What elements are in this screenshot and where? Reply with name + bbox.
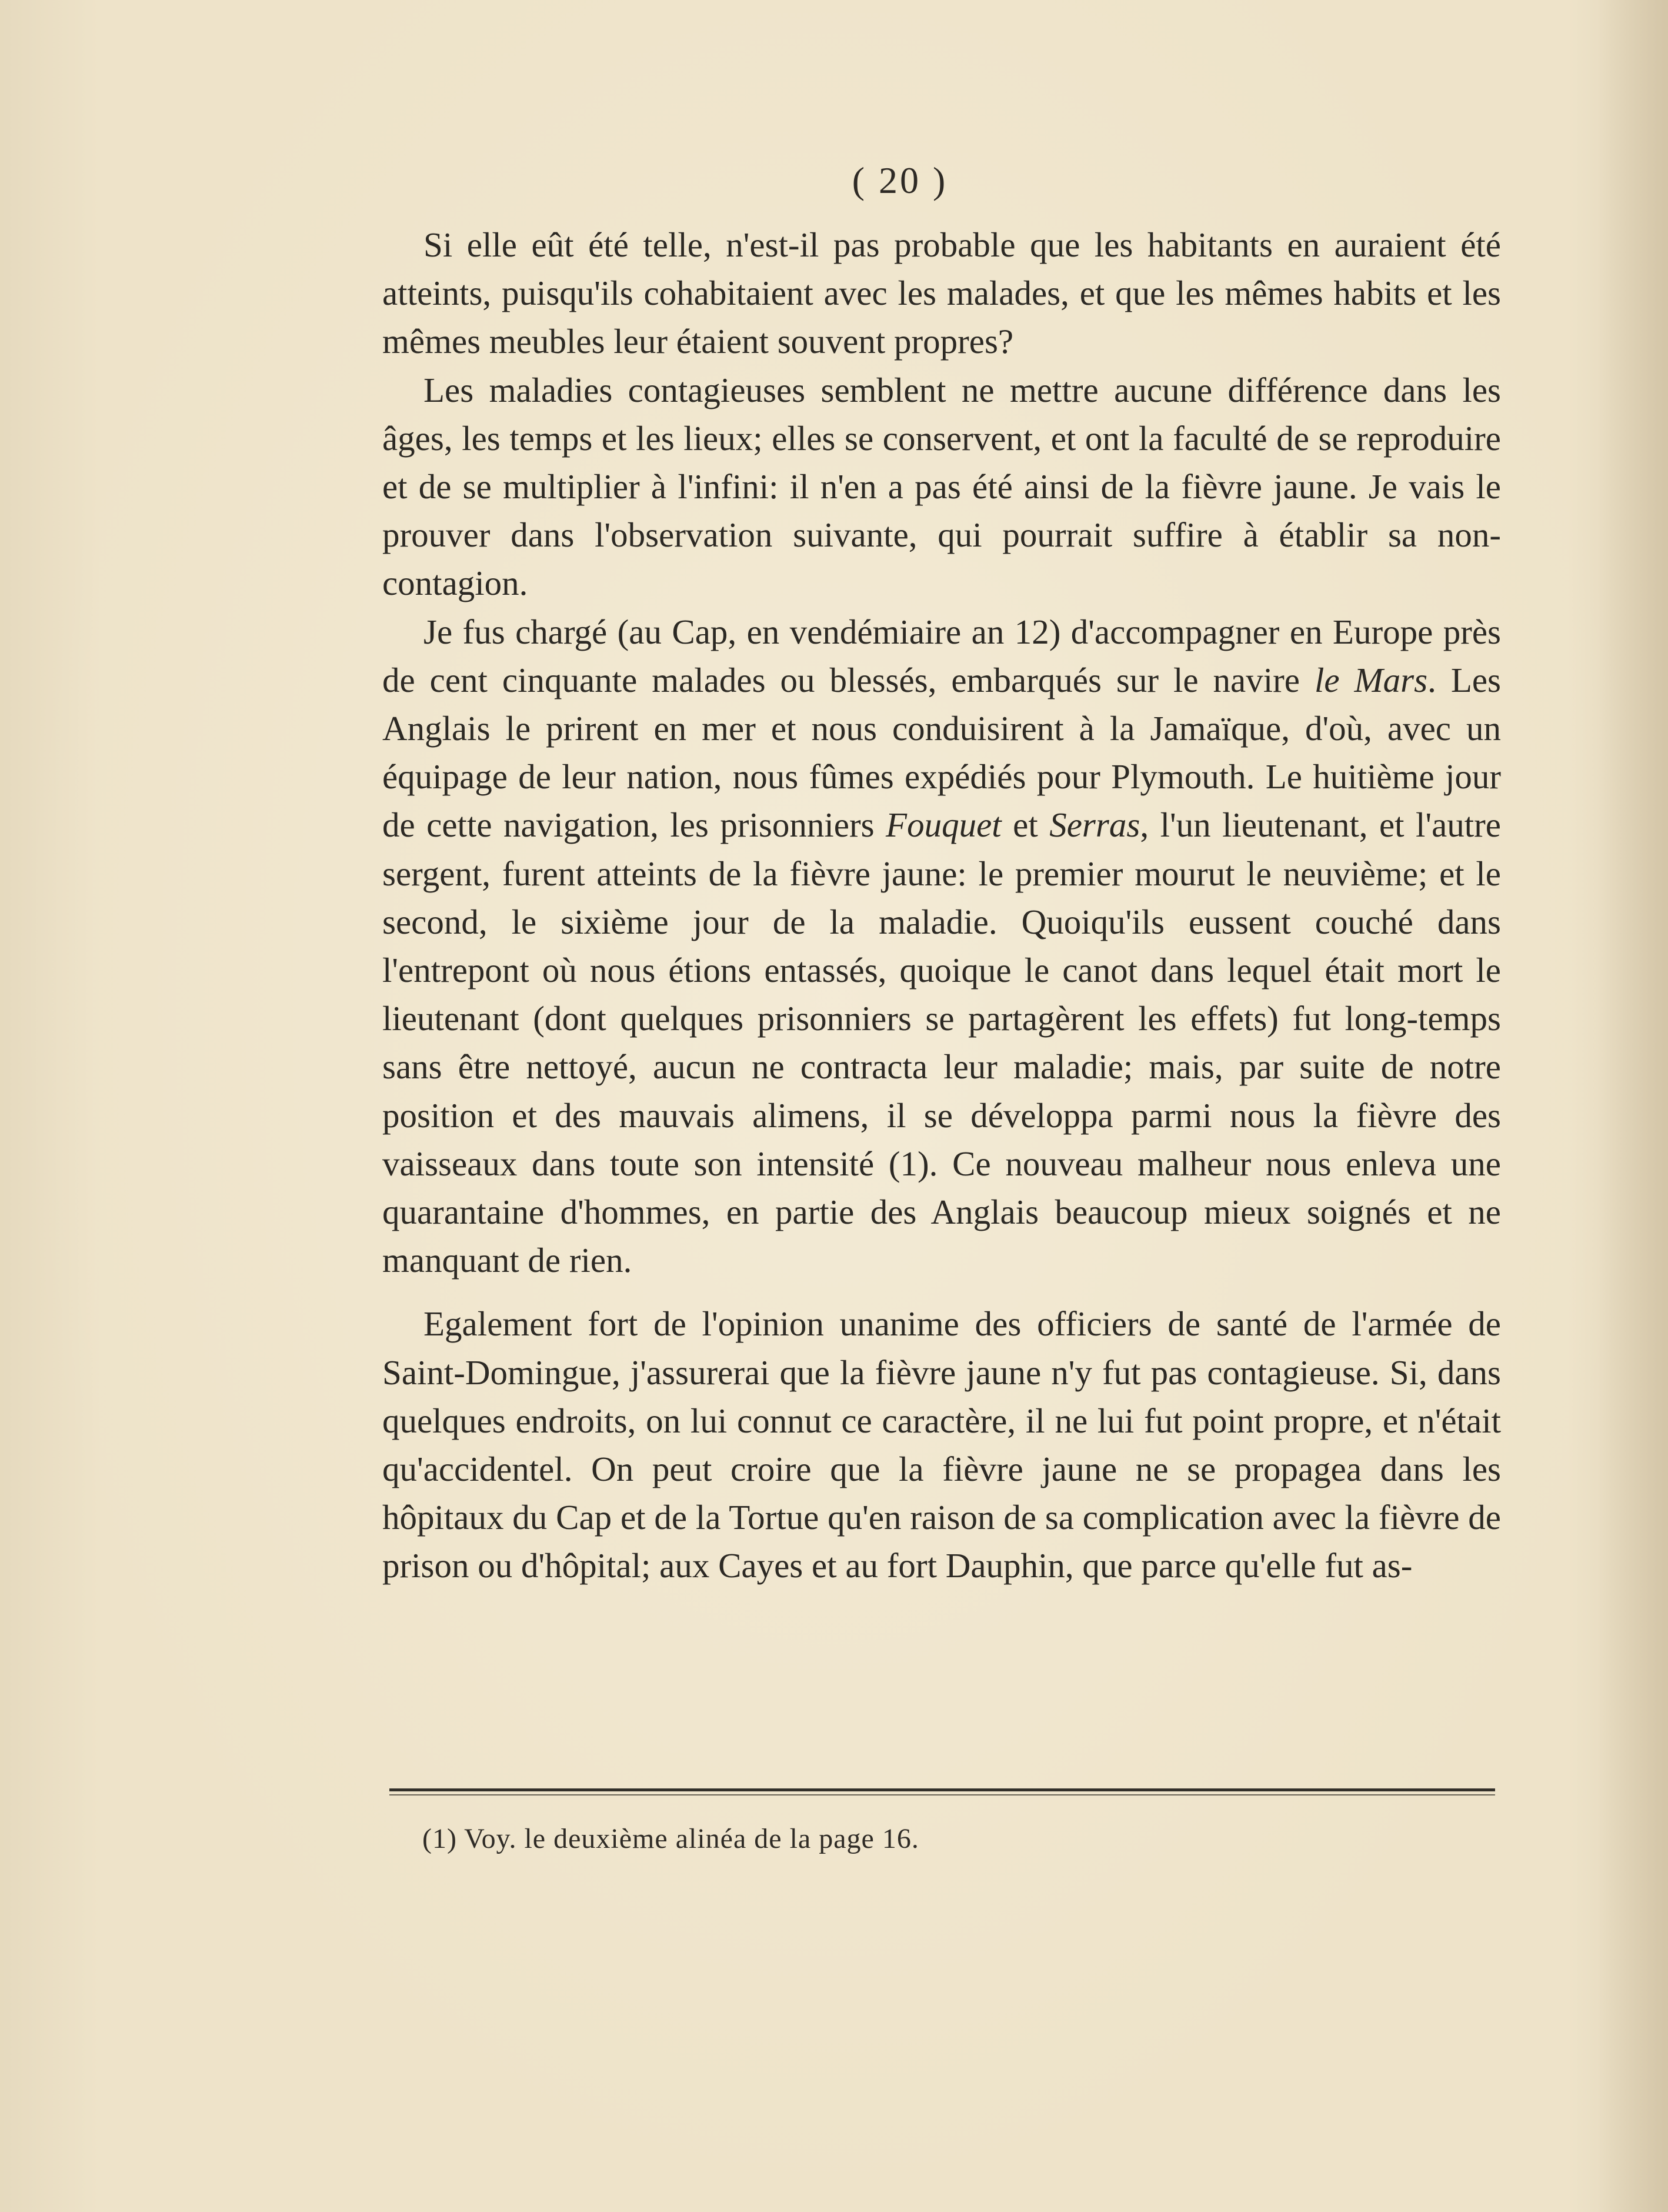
prisoner-name-1: Fouquet	[886, 805, 1002, 845]
page-edge-shadow	[1597, 0, 1668, 2212]
body-text	[382, 221, 1501, 1590]
paragraph-4: Egalement fort de l'opinion unanime des officiers de santé de l'armée de Saint-Domingue, j'assurerai que la fièvre jaune n'y fut pas contagieuse. Si, dans quelques endroits, on lui connut ce caractère, il ne lui fut point propre, et n'était qu'accidentel. On peut croire que la fièvre jaune ne se propagea dans les hôpitaux du Cap et de la Tortue qu'en raison de sa complication avec la fièvre de prison ou d'hôpital; aux Cayes et au fort Dauphin, que parce qu'elle fut as-	[382, 1304, 1501, 1585]
footnote: (1) Voy. le deuxième alinéa de la page 16.	[422, 1823, 919, 1854]
paragraph-3-part-3: , l'un lieutenant, et l'autre sergent, furent atteints de la fièvre jaune: le premier mourut le neuvième; et le second, le sixième jour de la maladie. Quoiqu'ils eussent couché dans l'entrepont où nous étions entassés, quoique le canot dans lequel était mort le lieutenant (dont quelques prisonniers se partagèrent les effets) fut long-temps sans être nettoyé, aucun ne contracta leur maladie; mais, par suite de notre position et des mauvais alimens, il se développa parmi nous la fièvre des vaisseaux dans toute son intensité (1). Ce nouveau malheur nous enleva une quarantaine d'hommes, en partie des Anglais beaucoup mieux soignés et ne manquant de rien.	[382, 805, 1501, 1280]
paragraph-2: Les maladies contagieuses semblent ne mettre aucune différence dans les âges, les temps et les lieux; elles se conservent, et ont la faculté de se reproduire et de se multiplier à l'infini: il n'en a pas été ainsi de la fièvre jaune. Je vais le prouver dans l'observation suivante, qui pourrait suffire à établir sa non-contagion.	[382, 370, 1501, 603]
page-number: ( 20 )	[852, 159, 948, 201]
footnote-divider	[389, 1788, 1495, 1791]
paragraph-3-conjunction: et	[1001, 805, 1050, 845]
paragraph-3-part-1: Je fus chargé (au Cap, en vendémiaire an 12) d'accompagner en Europe près de cent cinquante malades ou blessés, embarqués sur le navire	[382, 612, 1501, 699]
paragraph-3	[382, 608, 1501, 1285]
ship-name: le Mars	[1314, 660, 1428, 699]
prisoner-name-2: Serras	[1049, 805, 1140, 845]
paragraph-3-part-2: . Les Anglais le prirent en mer et nous conduisirent à la Jamaïque, d'où, avec un équipage de leur nation, nous fûmes expédiés pour Plymouth. Le huitième jour de cette navigation, les prisonniers	[382, 660, 1502, 845]
paragraph-1: Si elle eût été telle, n'est-il pas probable que les habitants en auraient été atteints, puisqu'ils cohabitaient avec les malades, et que les mêmes habits et les mêmes meubles leur étaient souvent propres?	[382, 225, 1501, 361]
